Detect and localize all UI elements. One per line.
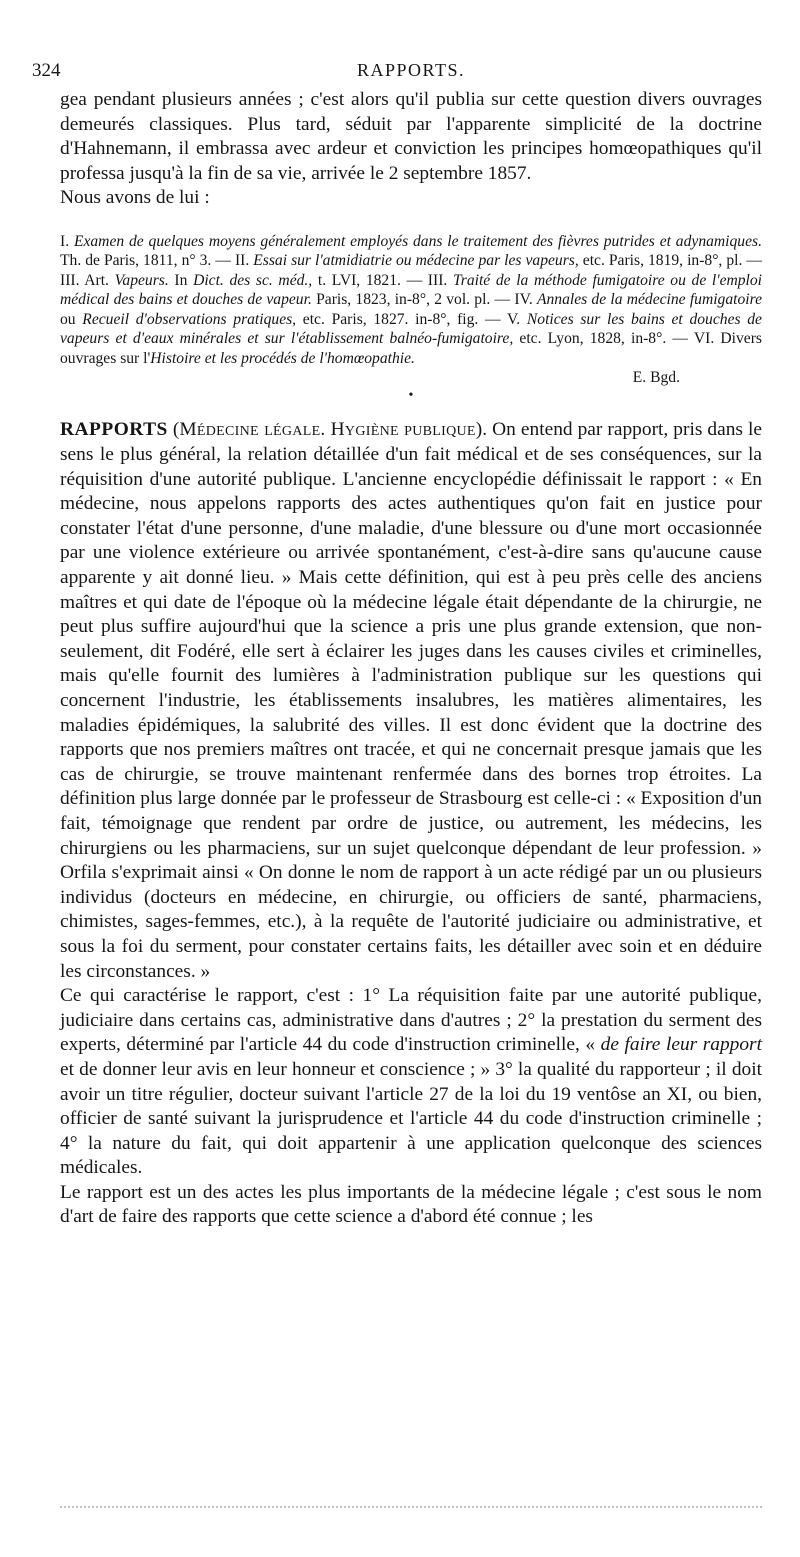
bib-item-3-number: III. Art. [60,271,109,289]
document-page [32,58,763,1230]
author-signature: E. Bgd. [632,369,680,387]
page-number: 324 [32,60,61,81]
bib-item-1-title: Examen de quelques moyens généralement employés dans le traitement des fièvres putrides et adynamiques. [73,232,762,250]
bib-item-4-number: IV. [514,291,533,309]
article-headword: RAPPORTS [60,419,168,441]
article-paragraph-2-part-a: Ce qui caractérise le rapport, c'est : 1° La réquisition faite par une autorité publique, judiciaire dans certains cas, administrative dans d'autres ; 2° la prestation du serment des experts, déterminé par l'article 44 du code d'instruction criminelle, « [60,985,762,1056]
bib-item-3-in: In [174,271,188,289]
bib-item-2-details: etc. Paris, 1819, in-8°, pl. — [582,252,762,270]
separator-dot: • [408,388,414,404]
bib-item-3b-title: Traité de la méthode fumigatoire ou de l'emploi médical des bains et douches de vapeur. [60,271,763,309]
bib-item-6-number: VI. [693,330,715,348]
bib-item-5-title: Notices sur les bains et douches de vapeurs et d'eaux minérales et sur l'établissement balnéo-fumigatoire, [60,310,762,348]
bib-item-4-title: Annales de la médecine fumigatoire [536,291,763,309]
article-paragraph-1 [60,418,762,984]
bib-item-6-prefix: Divers ouvrages sur l' [60,330,762,367]
running-title: RAPPORTS. [357,60,465,80]
subject-open: ( [172,419,180,441]
article-paragraph-2-part-b: et de donner leur avis en leur honneur et conscience ; » 3° la qualité du rapporteur ; il doit avoir un titre régulier, docteur suivant l'article 27 de la loi du 19 ventôse an XI, ou bien, officier de santé suivant la jurisprudence et l'article 44 du code d'instruction criminelle ; 4° la nature du fait, qui doit appartenir à une application quelconque des sciences médicales. [60,1058,762,1179]
article-paragraph-2 [60,984,762,1181]
article-paragraph-2-italic: de faire leur rapport [600,1034,762,1056]
intro-paragraph: gea pendant plusieurs années ; c'est alors qu'il publia sur cette question divers ouvrages demeurés classiques. Plus tard, séduit par l'apparente simplicité de la doctrine d'Hahnemann, il embrassa avec ardeur et conviction les principes homœopathiques qu'il professa jusqu'à la fin de sa vie, arrivée le 2 septembre 1857. [60,89,762,184]
article-paragraph-3: Le rapport est un des actes les plus importants de la médecine légale ; c'est sous le nom d'art de faire des rapports que cette science a d'abord été connue ; les [60,1181,762,1228]
bib-item-1-details: Th. de Paris, 1811, n° 3. — [60,252,231,270]
bib-item-6-title: Histoire et les procédés de l'homœopathie. [150,349,415,367]
page-header [32,58,762,88]
subject-medecine-legale: Médecine légale. [179,419,326,441]
bib-item-5-number: V. [507,310,521,328]
nous-avons-line: Nous avons de lui : [60,187,210,209]
bib-item-2-title: Essai sur l'atmidiatrie ou médecine par les vapeurs, [253,252,579,270]
page-footer-rule [60,1506,762,1516]
bib-item-3-title: Vapeurs. [114,271,169,289]
bib-item-3-details: t. LVI, 1821. — III. [317,271,448,289]
subject-close: ). [475,419,488,441]
bib-item-1-number: I. [60,232,70,250]
bib-item-2-number: II. [234,252,250,270]
bib-item-4-details: etc. Paris, 1827. in-8°, fig. — [302,310,501,328]
article-paragraph-1-text: On entend par rapport, pris dans le sens le plus général, la relation détaillée d'un fait médical et de ses conséquences, sur la réquisition d'une autorité publique. L'ancienne encyclopédie définissait le rapport : « En médecine, nous appelons rapports des actes authentiques qu'on fait en justice pour constater l'état d'une personne, d'une maladie, d'une blessure ou d'une mort occasionnée par une violence extérieure ou arrivée spontanément, c'est-à-dire sans qu'aucune cause apparente y ait donné lieu. » Mais cette définition, qui est à peu près celle des anciens maîtres et qui date de l'époque où la médecine légale était dépendante de la chirurgie, ne peut plus suffire aujourd'hui que la science a pris une plus grande extension, que non-seulement, dit Fodéré, elle sert à éclairer les juges dans les causes civiles et criminelles, mais qu'elle fournit des lumières à l'administration publique sur les questions qui concernent l'industrie, les établissements insalubres, les matières alimentaires, les maladies épidémiques, la salubrité des villes. Il est donc évident que la doctrine des rapports que nos premiers maîtres ont tracée, et qui ne concernait presque jamais que les cas de chirurgie, se trouve maintenant renfermée dans des bornes trop étroites. La définition plus large donnée par le professeur de Strasbourg est celle-ci : « Exposition d'un fait, témoignage que rendent par ordre de justice, ou autrement, les médecins, les chirurgiens ou les pharmaciens, sur un sujet quelconque dépendant de leur profession. » Orfila s'exprimait ainsi « On donne le nom de rapport à un acte rédigé par un ou plusieurs individus (docteurs en médecine, en chirurgie, ou officiers de santé, pharmaciens, chimistes, sages-femmes, etc.), à la requête de l'autorité judiciaire ou administrative, et sous la foi du serment, pour constater certains faits, les détailler avec soin et en déduire les circonstances. » [60,419,762,982]
bib-item-3b-details: Paris, 1823, in-8°, 2 vol. pl. — [316,291,511,309]
subject-hygiene-publique: Hygiène publique [330,419,476,441]
bib-item-3-dict: Dict. des sc. méd., [193,271,313,289]
bib-item-4-subtitle: Recueil d'observations pratiques, [82,310,297,328]
bib-item-5-details: etc. Lyon, 1828, in-8°. — [519,330,688,348]
bib-item-4-ou: ou [60,310,76,328]
bibliography-list [60,232,762,369]
